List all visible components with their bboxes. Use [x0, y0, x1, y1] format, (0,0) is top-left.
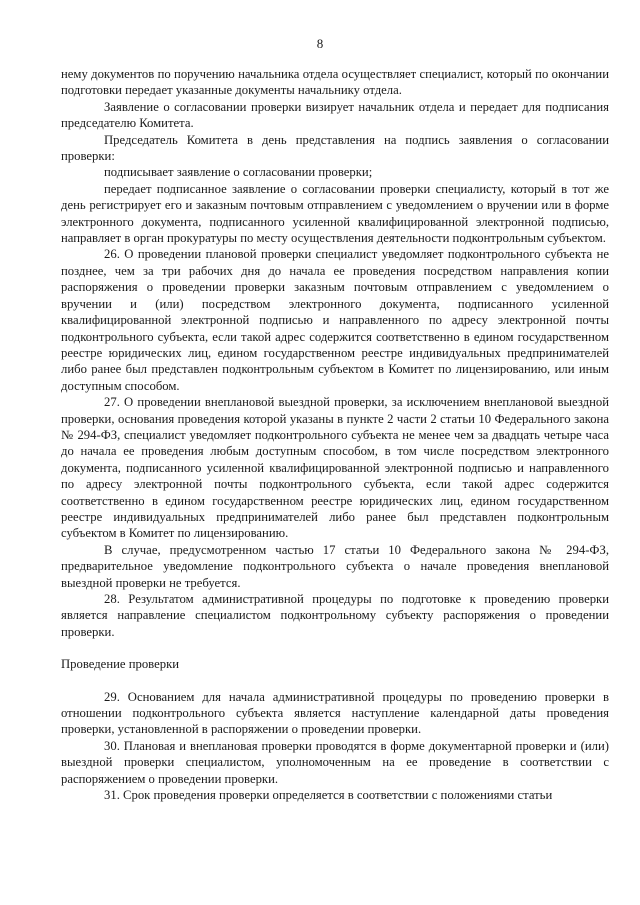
paragraph: Заявление о согласовании проверки визирует начальник отдела и передает для подписания председателю Комитета.: [61, 99, 609, 131]
section-heading: Проведение проверки: [61, 657, 180, 672]
paragraph: В случае, предусмотренном частью 17 статьи 10 Федерального закона № 294-ФЗ, предварительное уведомление подконтрольного субъекта о начале проведения внеплановой выездной проверки не требуется.: [61, 542, 609, 590]
paragraph-26: 26. О проведении плановой проверки специалист уведомляет подконтрольного субъекта не позднее, чем за три рабочих дня до начала ее проведения посредством направления копии распоряжения о проведении проверки заказным почтовым отправлением с уведомлением о вручении и (или) посредством электронного документа, подписанного усиленной квалифицированной электронной подписью и направленного по адресу электронной почты подконтрольного субъекта, если такой адрес содержится соответственно в едином государственном реестре юридических лиц, едином государственном реестре индивидуальных предпринимателей либо ранее был представлен подконтрольным субъектом в Комитет по лицензированию, или иным доступным способом.: [61, 247, 609, 393]
paragraph-30: 30. Плановая и внеплановая проверки проводятся в форме документарной проверки и (или) выездной проверки специалистом, уполномоченным на ее проведение в соответствии с распоряжением о проведении проверки.: [61, 738, 609, 786]
paragraph: Председатель Комитета в день представления на подпись заявления о согласовании проверки:: [61, 132, 609, 164]
paragraph: передает подписанное заявление о согласовании проверки специалисту, который в тот же день регистрирует его и заказным почтовым отправлением с уведомлением о вручении или в форме электронного документа, подписанного усиленной квалифицированной электронной подписью, направляет в орган прокуратуры по месту осуществления деятельности подконтрольным субъектом.: [61, 181, 609, 246]
paragraph-continuation: нему документов по поручению начальника отдела осуществляет специалист, который по окончании подготовки передает указанные документы начальнику отдела.: [61, 67, 609, 98]
paragraph-27: 27. О проведении внеплановой выездной проверки, за исключением внеплановой выездной проверки, основания проведения которой указаны в пункте 2 части 2 статьи 10 Федерального закона № 294-ФЗ, специалист уведомляет подконтрольного субъекта не менее чем за двадцать четыре часа до начала ее проведения любым доступным способом, в том числе посредством электронного документа, подписанного усиленной квалифицированной электронной подписью и направленного по адресу электронной почты подконтрольного субъекта, если такой адрес содержится соответственно в едином государственном реестре юридических лиц, едином государственном реестре индивидуальных предпринимателей либо ранее был представлен подконтрольным субъектом в Комитет по лицензированию.: [61, 395, 609, 541]
paragraph-29: 29. Основанием для начала административной процедуры по проведению проверки в отношении подконтрольного субъекта является наступление календарной даты проведения проверки, установленной в распоряжении о проведении проверки.: [61, 689, 609, 737]
document-body: [61, 66, 609, 803]
page-number: 8: [316, 36, 324, 51]
paragraph-28: 28. Результатом административной процедуры по подготовке к проведению проверки является направление специалистом подконтрольному субъекту распоряжения о проведении проверки.: [61, 592, 609, 639]
paragraph: подписывает заявление о согласовании проверки;: [104, 165, 373, 180]
paragraph-31: 31. Срок проведения проверки определяется в соответствии с положениями статьи: [104, 788, 553, 803]
